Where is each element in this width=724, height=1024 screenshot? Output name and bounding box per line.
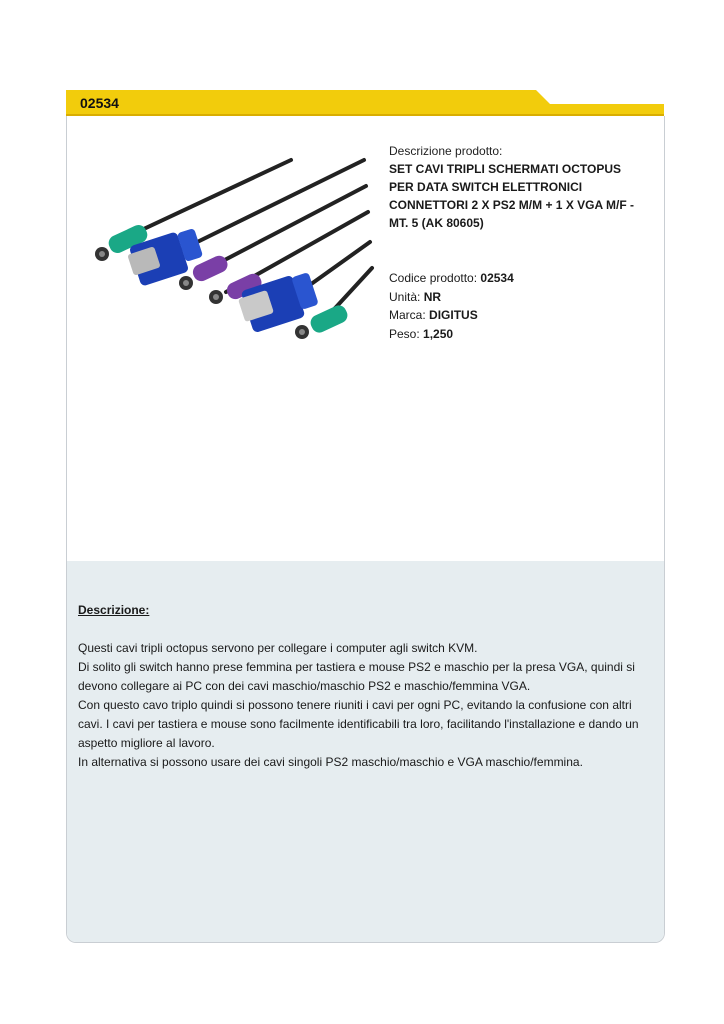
spec-weight-label: Peso: — [389, 326, 420, 341]
description-body — [78, 639, 648, 772]
product-specs — [389, 269, 514, 343]
description-label: Descrizione prodotto: — [389, 144, 503, 158]
spec-weight-value: 1,250 — [423, 326, 454, 341]
spec-unit — [389, 288, 514, 307]
product-image — [86, 150, 376, 350]
product-code-title: 02534 — [80, 95, 119, 111]
header-tab-shape — [66, 90, 664, 117]
spec-code-label: Codice prodotto: — [389, 271, 478, 285]
spec-brand-value: DIGITUS — [429, 308, 478, 322]
spec-brand — [389, 306, 514, 325]
product-info — [389, 142, 649, 232]
product-name-line-3: CONNETTORI 2 X PS2 M/M + 1 X VGA M/F - — [389, 198, 635, 212]
description-heading: Descrizione: — [78, 603, 150, 617]
header-tab — [66, 90, 664, 116]
product-name-line-2: PER DATA SWITCH ELETTRONICI — [389, 180, 583, 194]
description-paragraph-4: In alternativa si possono usare dei cavi singoli PS2 maschio/maschio e VGA maschio/femmina. — [78, 755, 583, 769]
description-paragraph-3: Con questo cavo triplo quindi si possono tenere riuniti i cavi per ogni PC, evitando la confusione con altri cavi. I cavi per tastiera e mouse sono facilmente identificabili tra loro, facilitando l'installazione e dando un aspetto migliore al lavoro. — [78, 698, 639, 750]
description-paragraph-2: Di solito gli switch hanno prese femmina per tastiera e mouse PS2 e maschio per la presa VGA, quindi si devono collegare ai PC con dei cavi maschio/maschio PS2 e maschio/femmina VGA. — [78, 660, 635, 693]
product-name-line-1: SET CAVI TRIPLI SCHERMATI OCTOPUS — [389, 162, 622, 176]
spec-unit-value: NR — [423, 289, 442, 304]
description-paragraph-1: Questi cavi tripli octopus servono per collegare i computer agli switch KVM. — [78, 641, 478, 655]
spec-code-value: 02534 — [480, 271, 514, 285]
product-name-line-4: MT. 5 (AK 80605) — [389, 216, 484, 230]
spec-unit-label: Unità: — [389, 289, 421, 304]
spec-weight — [389, 325, 514, 344]
spec-code — [389, 269, 514, 288]
spec-brand-label: Marca: — [389, 308, 426, 322]
